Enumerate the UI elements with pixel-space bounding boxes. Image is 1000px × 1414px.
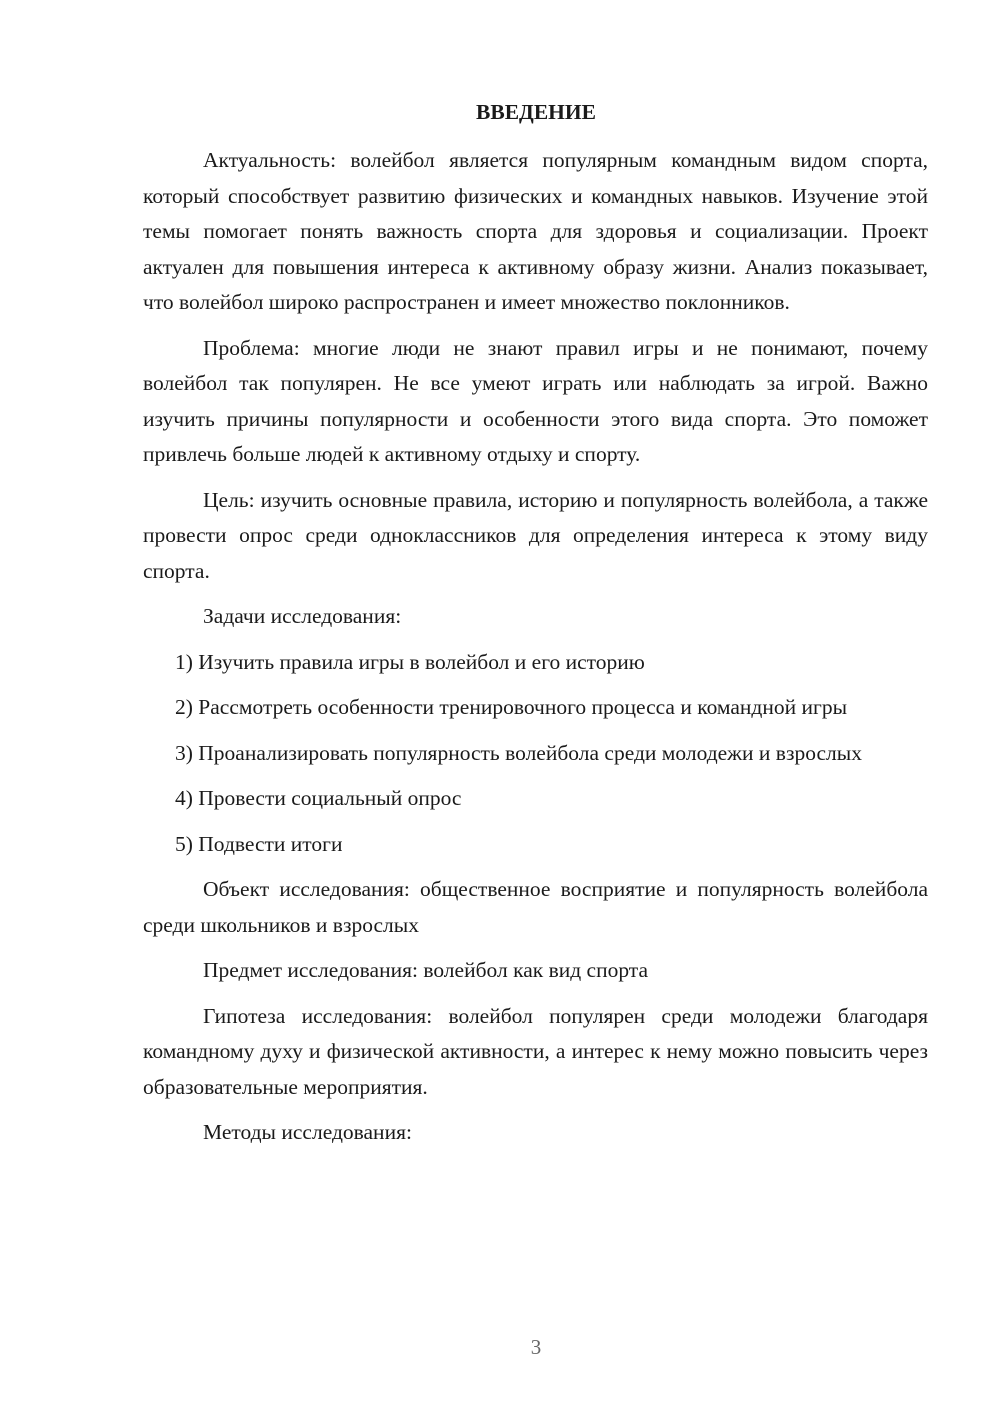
task-item-3: 3) Проанализировать популярность волейбола среди молодежи и взрослых (175, 740, 862, 765)
tasks-heading: Задачи исследования: (203, 604, 402, 628)
task-item-4: 4) Провести социальный опрос (175, 786, 462, 810)
goal-paragraph: Цель: изучить основные правила, историю и популярность волейбола, а также провести опрос среди одноклассников для определения интереса к этому виду спорта. (143, 487, 928, 583)
task-item-5: 5) Подвести итоги (175, 831, 343, 856)
body-text (143, 143, 928, 1151)
task-item-1: 1) Изучить правила игры в волейбол и его историю (175, 649, 645, 674)
subject-paragraph: Предмет исследования: волейбол как вид спорта (203, 958, 649, 982)
section-title: ВВЕДЕНИЕ (476, 100, 596, 124)
relevance-paragraph: Актуальность: волейбол является популярным командным видом спорта, который способствует развитию физических и командных навыков. Изучение этой темы помогает понять важность спорта для здоровья и социализации. Проект актуален для повышения интереса к активному образу жизни. Анализ показывает, что волейбол широко распространен и имеет множество поклонников. (143, 148, 928, 314)
methods-heading: Методы исследования: (203, 1120, 412, 1144)
hypothesis-paragraph: Гипотеза исследования: волейбол популярен среди молодежи благодаря командному духу и физической активности, а интерес к нему можно повысить через образовательные мероприятия. (143, 1003, 928, 1099)
page-number: 3 (530, 1335, 542, 1359)
problem-paragraph: Проблема: многие люди не знают правил игры и не понимают, почему волейбол так популярен. Не все умеют играть или наблюдать за игрой. Важно изучить причины популярности и особенности этого вида спорта. Это поможет привлечь больше людей к активному отдыху и спорту. (143, 335, 928, 466)
task-item-2: 2) Рассмотреть особенности тренировочного процесса и командной игры (175, 695, 848, 719)
object-paragraph: Объект исследования: общественное восприятие и популярность волейбола среди школьников и взрослых (143, 877, 928, 937)
